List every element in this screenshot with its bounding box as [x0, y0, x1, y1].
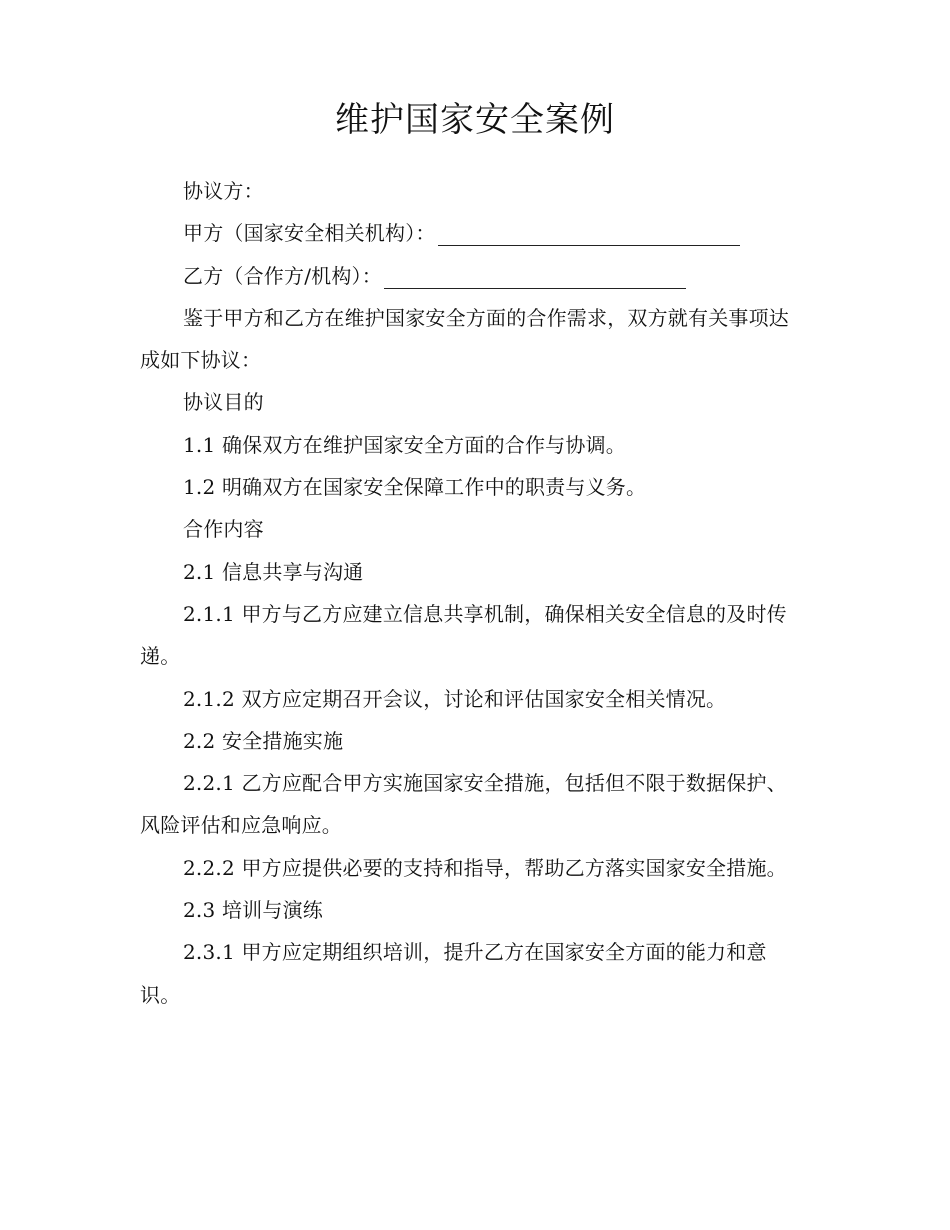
parties-heading: 协议方： [183, 179, 264, 203]
clause-2-2-1: 2.2.1 乙方应配合甲方实施国家安全措施，包括但不限于数据保护、风险评估和应急响应。 [140, 771, 787, 838]
party-a-blank-field[interactable] [438, 223, 740, 246]
preamble-paragraph: 鉴于甲方和乙方在维护国家安全方面的合作需求，双方就有关事项达成如下协议： [140, 305, 789, 373]
section-heading-purpose: 协议目的 [183, 390, 264, 415]
document-body [140, 170, 800, 1016]
party-b-blank-field[interactable] [384, 266, 686, 289]
document-title: 维护国家安全案例 [335, 100, 615, 140]
party-a-label: 甲方（国家安全相关机构）： [183, 221, 436, 246]
party-b-label: 乙方（合作方/机构）： [183, 263, 382, 288]
clause-2-1: 2.1 信息共享与沟通 [183, 559, 364, 584]
party-a-line [140, 212, 800, 254]
clause-2-2-2: 2.2.2 甲方应提供必要的支持和指导，帮助乙方落实国家安全措施。 [183, 855, 787, 880]
clause-2-3-1: 2.3.1 甲方应定期组织培训，提升乙方在国家安全方面的能力和意识。 [140, 940, 767, 1007]
clause-2-3: 2.3 培训与演练 [183, 898, 323, 923]
clause-2-1-2: 2.1.2 双方应定期召开会议，讨论和评估国家安全相关情况。 [183, 686, 727, 711]
section-heading-content: 合作内容 [183, 517, 264, 542]
clause-2-2: 2.2 安全措施实施 [183, 728, 344, 753]
clause-1-2: 1.2 明确双方在国家安全保障工作中的职责与义务。 [183, 475, 647, 500]
clause-2-1-1: 2.1.1 甲方与乙方应建立信息共享机制，确保相关安全信息的及时传递。 [140, 601, 787, 669]
party-b-line [140, 255, 800, 297]
clause-1-1: 1.1 确保双方在维护国家安全方面的合作与协调。 [183, 432, 626, 457]
